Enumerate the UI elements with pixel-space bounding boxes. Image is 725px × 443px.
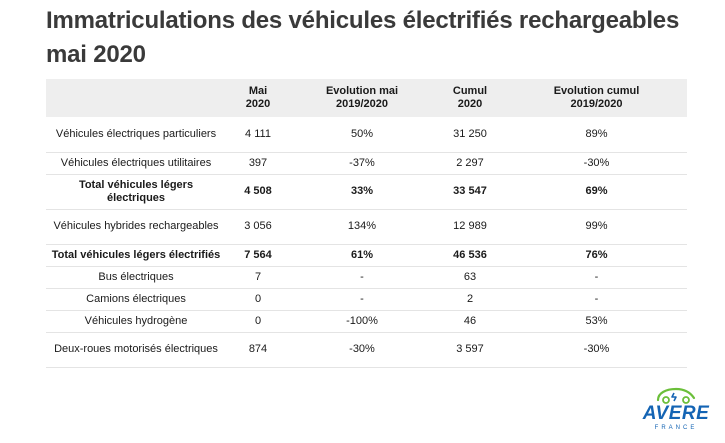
- cell-evo-cumul: 99%: [585, 220, 608, 232]
- cell-mai: 0: [254, 314, 262, 327]
- table-row: [46, 310, 687, 332]
- row-label: Véhicules électriques utilitaires: [60, 156, 212, 169]
- cell-cumul: 2 297: [456, 156, 484, 169]
- registrations-table: [46, 79, 687, 368]
- header-cumul-2020: Cumul 2020: [452, 85, 488, 110]
- table-row: [46, 117, 687, 152]
- table-row: [46, 266, 687, 288]
- cell-evo-cumul: 53%: [585, 314, 608, 327]
- cell-evo-mai: 50%: [350, 127, 374, 140]
- cell-cumul: 3 597: [456, 343, 484, 355]
- table-row-total: [46, 244, 687, 266]
- table-row: [46, 332, 687, 367]
- cell-evo-cumul: 69%: [585, 185, 608, 197]
- row-label: Véhicules hydrogène: [84, 314, 188, 327]
- logo-subtitle: FRANCE: [654, 425, 698, 431]
- cell-cumul: 33 547: [453, 185, 487, 197]
- table-row: [46, 152, 687, 174]
- row-label: Camions électriques: [86, 292, 186, 305]
- cell-evo-mai: -37%: [349, 156, 375, 169]
- cell-mai: 3 056: [244, 220, 272, 232]
- cell-mai: 0: [254, 292, 262, 305]
- cell-mai: 397: [248, 156, 268, 169]
- cell-evo-mai: -: [360, 270, 364, 283]
- cell-evo-mai: -30%: [349, 343, 375, 355]
- cell-evo-cumul: 76%: [585, 248, 608, 261]
- cell-evo-cumul: -30%: [583, 156, 610, 169]
- cell-evo-mai: 61%: [350, 248, 374, 261]
- cell-mai: 7: [254, 270, 262, 283]
- row-label: Deux-roues motorisés électriques: [54, 343, 218, 355]
- header-empty: [46, 79, 226, 117]
- cell-mai: 4 508: [244, 185, 272, 197]
- cell-evo-mai: -100%: [346, 314, 378, 327]
- header-evolution-mai: Evolution mai 2019/2020: [325, 85, 399, 110]
- cell-cumul: 31 250: [453, 127, 487, 140]
- page-title: Immatriculations des véhicules électrifiés rechargeables mai 2020: [46, 7, 680, 68]
- cell-evo-cumul: -: [594, 292, 599, 305]
- row-label: Véhicules électriques particuliers: [55, 127, 217, 140]
- row-label: Total véhicules légers électrifiés: [51, 248, 221, 261]
- cell-evo-mai: 33%: [350, 185, 374, 197]
- cell-cumul: 46: [463, 314, 477, 327]
- avere-logo: [640, 384, 712, 440]
- cell-evo-mai: 134%: [347, 220, 377, 232]
- logo-wordmark: AVERE: [642, 403, 710, 424]
- table-row: [46, 288, 687, 310]
- cell-cumul: 12 989: [453, 220, 487, 232]
- header-mai-2020: Mai 2020: [245, 85, 271, 110]
- row-label: Bus électriques: [98, 270, 174, 283]
- cell-mai: 874: [248, 343, 268, 355]
- table-row: [46, 209, 687, 244]
- cell-evo-mai: -: [360, 292, 364, 305]
- cell-mai: 4 111: [245, 127, 271, 140]
- cell-evo-cumul: -30%: [583, 343, 610, 355]
- cell-cumul: 63: [463, 270, 477, 283]
- cell-cumul: 2: [466, 292, 474, 305]
- cell-cumul: 46 536: [453, 248, 487, 261]
- table-header-row: [46, 79, 687, 117]
- cell-mai: 7 564: [244, 248, 272, 261]
- row-label: Véhicules hybrides rechargeables: [53, 220, 219, 232]
- table-row-total: [46, 174, 687, 209]
- cell-evo-cumul: 89%: [585, 127, 608, 140]
- row-label: Total véhicules légers électriques: [78, 178, 194, 204]
- cell-evo-cumul: -: [594, 270, 599, 283]
- header-evolution-cumul: Evolution cumul 2019/2020: [553, 85, 640, 110]
